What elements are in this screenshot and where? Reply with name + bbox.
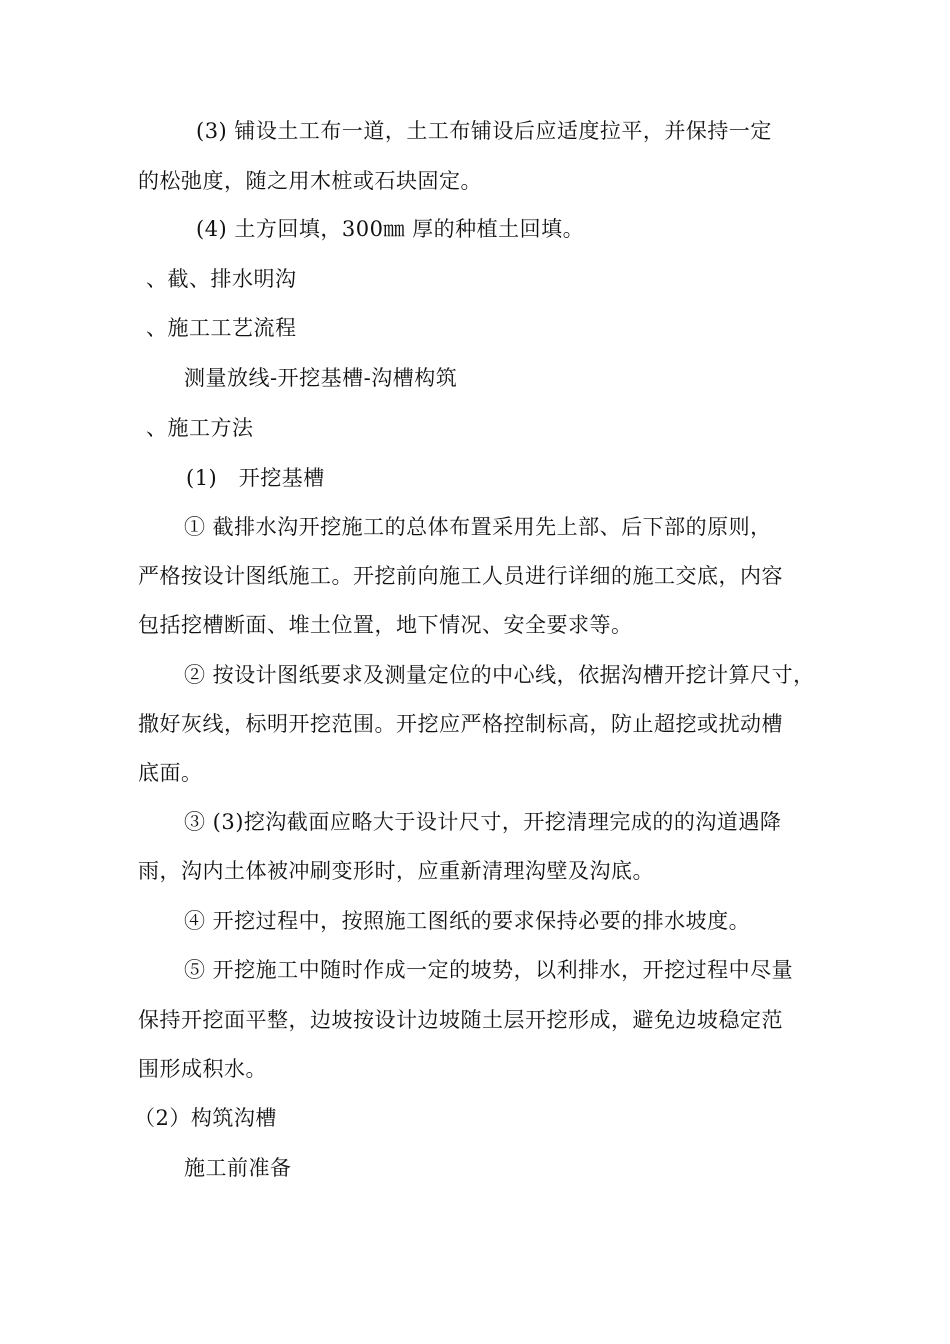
text-line: 、施工工艺流程	[146, 316, 297, 340]
text-line: 保持开挖面平整，边坡按设计边坡随土层开挖形成，避免边坡稳定范	[138, 1008, 783, 1032]
text-line: 底面。	[138, 761, 203, 785]
text-line: (4) 土方回填，300㎜ 厚的种植土回填。	[196, 217, 585, 241]
text-line: 施工前准备	[184, 1156, 292, 1180]
text-line: 严格按设计图纸施工。开挖前向施工人员进行详细的施工交底，内容	[138, 564, 783, 588]
text-line: 撒好灰线，标明开挖范围。开挖应严格控制标高，防止超挖或扰动槽	[138, 712, 783, 736]
text-line: ③ (3)挖沟截面应略大于设计尺寸，开挖清理完成的的沟道遇降	[184, 810, 782, 834]
text-line: (3) 铺设土工布一道，土工布铺设后应适度拉平，并保持一定	[196, 119, 772, 143]
text-line: 测量放线-开挖基槽-沟槽构筑	[184, 366, 458, 390]
text-line: ① 截排水沟开挖施工的总体布置采用先上部、后下部的原则，	[184, 515, 772, 539]
text-line: 包括挖槽断面、堆土位置，地下情况、安全要求等。	[138, 613, 633, 637]
text-line: 、施工方法	[146, 416, 254, 440]
text-line: ④ 开挖过程中，按照施工图纸的要求保持必要的排水坡度。	[184, 909, 751, 933]
text-line: 、截、排水明沟	[146, 267, 297, 291]
text-line: ② 按设计图纸要求及测量定位的中心线，依据沟槽开挖计算尺寸，	[184, 663, 815, 687]
text-line: 的松弛度，随之用木桩或石块固定。	[138, 169, 482, 193]
text-line: ⑤ 开挖施工中随时作成一定的坡势，以利排水，开挖过程中尽量	[184, 958, 794, 982]
text-line: 雨，沟内土体被冲刷变形时，应重新清理沟壁及沟底。	[138, 859, 654, 883]
text-line: 围形成积水。	[138, 1057, 267, 1081]
text-line: （2）构筑沟槽	[134, 1106, 277, 1130]
text-line: (1) 开挖基槽	[186, 466, 325, 490]
